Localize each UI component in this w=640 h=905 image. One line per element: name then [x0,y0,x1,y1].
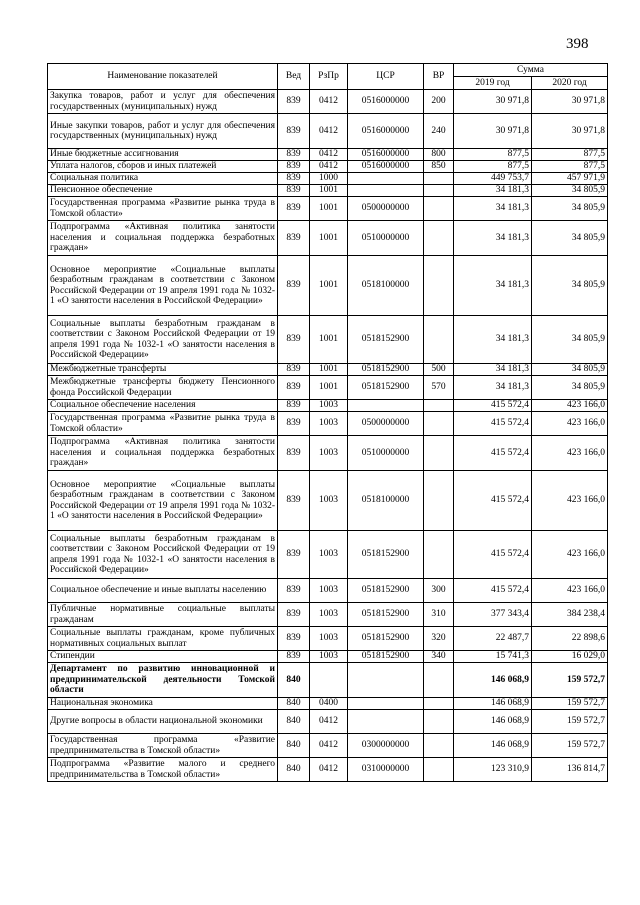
row-value-2019: 123 310,9 [454,758,532,782]
row-value-2020: 30 971,8 [532,90,608,114]
table-body [48,90,608,782]
row-value-2020: 159 572,7 [532,663,608,698]
row-vr [424,758,454,782]
table-row [48,471,608,531]
row-ved: 840 [278,698,310,710]
row-rzpr: 1003 [310,651,348,663]
row-rzpr: 0412 [310,90,348,114]
row-value-2020: 423 166,0 [532,471,608,531]
table-row [48,710,608,734]
row-ved: 840 [278,734,310,758]
row-value-2019: 877,5 [454,149,532,161]
row-value-2020: 34 805,9 [532,364,608,376]
row-rzpr: 0412 [310,114,348,149]
table-row [48,376,608,400]
table-row [48,90,608,114]
row-rzpr: 1003 [310,603,348,627]
row-value-2020: 159 572,7 [532,710,608,734]
row-rzpr: 0412 [310,734,348,758]
row-value-2020: 34 805,9 [532,256,608,316]
row-vr [424,531,454,579]
row-ved: 839 [278,579,310,603]
row-rzpr: 1000 [310,173,348,185]
row-name: Социальные выплаты безработным гражданам в соответствии с Законом Российской Федерации от 19 апреля 1991 года № 1032-1 «О занятости населения в Российской Федерации» [48,316,278,364]
row-vr: 320 [424,627,454,651]
row-value-2020: 16 029,0 [532,651,608,663]
row-value-2019: 34 181,3 [454,364,532,376]
row-csr: 0516000000 [348,161,424,173]
row-rzpr: 1003 [310,531,348,579]
row-csr: 0518152900 [348,364,424,376]
row-ved: 840 [278,710,310,734]
table-row [48,149,608,161]
row-value-2020: 423 166,0 [532,579,608,603]
row-ved: 839 [278,197,310,221]
table-row [48,114,608,149]
row-name: Государственная программа «Развитие предпринимательства в Томской области» [48,734,278,758]
row-vr [424,471,454,531]
page-number: 398 [566,36,589,52]
row-ved: 839 [278,161,310,173]
row-vr: 240 [424,114,454,149]
row-value-2020: 423 166,0 [532,436,608,471]
row-vr [424,400,454,412]
row-name: Социальные выплаты безработным гражданам в соответствии с Законом Российской Федерации от 19 апреля 1991 года № 1032-1 «О занятости населения в Российской Федерации» [48,531,278,579]
row-value-2020: 34 805,9 [532,185,608,197]
row-value-2019: 22 487,7 [454,627,532,651]
table-row [48,364,608,376]
row-name: Социальное обеспечение населения [48,400,278,412]
row-rzpr: 1001 [310,221,348,256]
row-vr [424,412,454,436]
row-ved: 839 [278,603,310,627]
row-csr [348,400,424,412]
header-rzpr: РзПр [310,64,348,90]
row-vr [424,173,454,185]
row-ved: 839 [278,471,310,531]
table-row [48,316,608,364]
row-vr [424,710,454,734]
row-rzpr: 0400 [310,698,348,710]
row-name: Иные бюджетные ассигнования [48,149,278,161]
row-name: Департамент по развитию инновационной и предпринимательской деятельности Томской области [48,663,278,698]
row-vr [424,256,454,316]
row-name: Социальная политика [48,173,278,185]
row-name: Государственная программа «Развитие рынка труда в Томской области» [48,197,278,221]
row-rzpr: 1003 [310,436,348,471]
row-name: Межбюджетные трансферты бюджету Пенсионного фонда Российской Федерации [48,376,278,400]
row-ved: 840 [278,663,310,698]
row-value-2020: 877,5 [532,149,608,161]
row-value-2019: 877,5 [454,161,532,173]
table-row [48,197,608,221]
header-ved: Вед [278,64,310,90]
row-csr: 0518152900 [348,316,424,364]
row-rzpr: 0412 [310,758,348,782]
row-ved: 839 [278,114,310,149]
row-name: Государственная программа «Развитие рынка труда в Томской области» [48,412,278,436]
row-value-2019: 15 741,3 [454,651,532,663]
row-value-2019: 415 572,4 [454,400,532,412]
row-name: Основное мероприятие «Социальные выплаты безработным гражданам в соответствии с Законом Российской Федерации от 19 апреля 1991 года № 1032-1 «О занятости населения в Российской Федерации» [48,471,278,531]
table-row [48,758,608,782]
row-rzpr: 1001 [310,316,348,364]
row-ved: 839 [278,400,310,412]
table-row [48,256,608,316]
row-ved: 839 [278,436,310,471]
row-csr: 0300000000 [348,734,424,758]
row-ved: 839 [278,316,310,364]
header-2020: 2020 год [532,77,608,90]
row-csr: 0518100000 [348,471,424,531]
row-vr: 850 [424,161,454,173]
row-csr: 0516000000 [348,90,424,114]
row-csr: 0518152900 [348,376,424,400]
table-row [48,185,608,197]
table-row [48,173,608,185]
row-ved: 839 [278,90,310,114]
row-value-2020: 457 971,9 [532,173,608,185]
row-csr: 0518100000 [348,256,424,316]
budget-table [47,63,608,782]
row-ved: 839 [278,256,310,316]
row-name: Подпрограмма «Активная политика занятости населения и социальная поддержка безработных граждан» [48,221,278,256]
row-value-2019: 34 181,3 [454,316,532,364]
row-name: Уплата налогов, сборов и иных платежей [48,161,278,173]
row-vr: 310 [424,603,454,627]
row-csr [348,698,424,710]
row-value-2019: 415 572,4 [454,436,532,471]
row-rzpr: 1001 [310,197,348,221]
table-row [48,161,608,173]
row-value-2020: 136 814,7 [532,758,608,782]
row-value-2020: 34 805,9 [532,316,608,364]
row-value-2020: 384 238,4 [532,603,608,627]
row-ved: 839 [278,149,310,161]
row-value-2019: 146 068,9 [454,698,532,710]
row-rzpr [310,663,348,698]
header-csr: ЦСР [348,64,424,90]
table-row [48,627,608,651]
row-name: Другие вопросы в области национальной экономики [48,710,278,734]
row-ved: 839 [278,412,310,436]
row-csr: 0518152900 [348,531,424,579]
row-name: Национальная экономика [48,698,278,710]
row-ved: 839 [278,531,310,579]
row-rzpr: 1003 [310,412,348,436]
row-vr: 300 [424,579,454,603]
row-value-2020: 423 166,0 [532,400,608,412]
row-rzpr: 1001 [310,376,348,400]
row-ved: 839 [278,185,310,197]
row-vr [424,185,454,197]
row-value-2020: 877,5 [532,161,608,173]
row-value-2019: 34 181,3 [454,256,532,316]
table-row [48,734,608,758]
row-rzpr: 1001 [310,364,348,376]
row-vr: 340 [424,651,454,663]
row-value-2020: 34 805,9 [532,376,608,400]
row-name: Подпрограмма «Активная политика занятости населения и социальная поддержка безработных граждан» [48,436,278,471]
row-csr: 0510000000 [348,436,424,471]
row-vr [424,197,454,221]
row-name: Социальные выплаты гражданам, кроме публичных нормативных социальных выплат [48,627,278,651]
row-csr: 0518152900 [348,603,424,627]
row-csr: 0518152900 [348,627,424,651]
row-value-2020: 22 898,6 [532,627,608,651]
row-name: Стипендии [48,651,278,663]
row-ved: 839 [278,627,310,651]
row-name: Межбюджетные трансферты [48,364,278,376]
table-row [48,663,608,698]
row-value-2019: 415 572,4 [454,579,532,603]
row-value-2019: 34 181,3 [454,221,532,256]
row-csr: 0518152900 [348,651,424,663]
row-csr: 0500000000 [348,412,424,436]
row-value-2019: 449 753,7 [454,173,532,185]
row-value-2020: 159 572,7 [532,734,608,758]
row-vr [424,663,454,698]
row-ved: 839 [278,376,310,400]
row-rzpr: 1003 [310,400,348,412]
row-value-2019: 34 181,3 [454,376,532,400]
table-row [48,436,608,471]
table-row [48,579,608,603]
row-value-2020: 423 166,0 [532,412,608,436]
row-ved: 839 [278,173,310,185]
row-name: Иные закупки товаров, работ и услуг для обеспечения государственных (муниципальных) нужд [48,114,278,149]
row-vr: 570 [424,376,454,400]
row-csr [348,185,424,197]
row-value-2019: 34 181,3 [454,185,532,197]
row-csr: 0500000000 [348,197,424,221]
table-row [48,412,608,436]
row-value-2019: 415 572,4 [454,531,532,579]
row-value-2020: 423 166,0 [532,531,608,579]
row-csr: 0516000000 [348,149,424,161]
row-ved: 839 [278,221,310,256]
row-name: Публичные нормативные социальные выплаты гражданам [48,603,278,627]
table-row [48,603,608,627]
row-vr: 800 [424,149,454,161]
row-value-2019: 30 971,8 [454,90,532,114]
row-vr [424,698,454,710]
row-vr: 500 [424,364,454,376]
row-value-2019: 146 068,9 [454,734,532,758]
row-csr: 0518152900 [348,579,424,603]
row-rzpr: 1003 [310,579,348,603]
row-name: Социальное обеспечение и иные выплаты населению [48,579,278,603]
row-value-2020: 34 805,9 [532,221,608,256]
row-rzpr: 0412 [310,710,348,734]
header-sum: Сумма [454,64,608,77]
row-value-2019: 34 181,3 [454,197,532,221]
table-row [48,531,608,579]
row-ved: 840 [278,758,310,782]
row-vr [424,436,454,471]
row-rzpr: 1003 [310,627,348,651]
row-name: Пенсионное обеспечение [48,185,278,197]
table-row [48,221,608,256]
row-value-2020: 34 805,9 [532,197,608,221]
row-rzpr: 1001 [310,185,348,197]
table-row [48,698,608,710]
row-vr [424,316,454,364]
row-value-2019: 30 971,8 [454,114,532,149]
table-row [48,651,608,663]
row-csr: 0510000000 [348,221,424,256]
row-name: Закупка товаров, работ и услуг для обеспечения государственных (муниципальных) нужд [48,90,278,114]
row-value-2019: 146 068,9 [454,710,532,734]
row-value-2019: 415 572,4 [454,412,532,436]
table-header [48,64,608,90]
row-csr: 0310000000 [348,758,424,782]
row-csr [348,173,424,185]
row-name: Основное мероприятие «Социальные выплаты безработным гражданам в соответствии с Законом Российской Федерации от 19 апреля 1991 года № 1032-1 «О занятости населения в Российской Федерации» [48,256,278,316]
row-rzpr: 0412 [310,161,348,173]
row-value-2020: 30 971,8 [532,114,608,149]
header-2019: 2019 год [454,77,532,90]
row-vr [424,221,454,256]
row-ved: 839 [278,364,310,376]
row-csr [348,710,424,734]
table-row [48,400,608,412]
header-name: Наименование показателей [48,64,278,90]
row-name: Подпрограмма «Развитие малого и среднего предпринимательства в Томской области» [48,758,278,782]
row-vr: 200 [424,90,454,114]
row-value-2019: 146 068,9 [454,663,532,698]
row-ved: 839 [278,651,310,663]
header-vr: ВР [424,64,454,90]
row-value-2019: 415 572,4 [454,471,532,531]
row-rzpr: 1001 [310,256,348,316]
row-rzpr: 0412 [310,149,348,161]
row-vr [424,734,454,758]
row-value-2020: 159 572,7 [532,698,608,710]
row-csr: 0516000000 [348,114,424,149]
row-rzpr: 1003 [310,471,348,531]
row-csr [348,663,424,698]
row-value-2019: 377 343,4 [454,603,532,627]
